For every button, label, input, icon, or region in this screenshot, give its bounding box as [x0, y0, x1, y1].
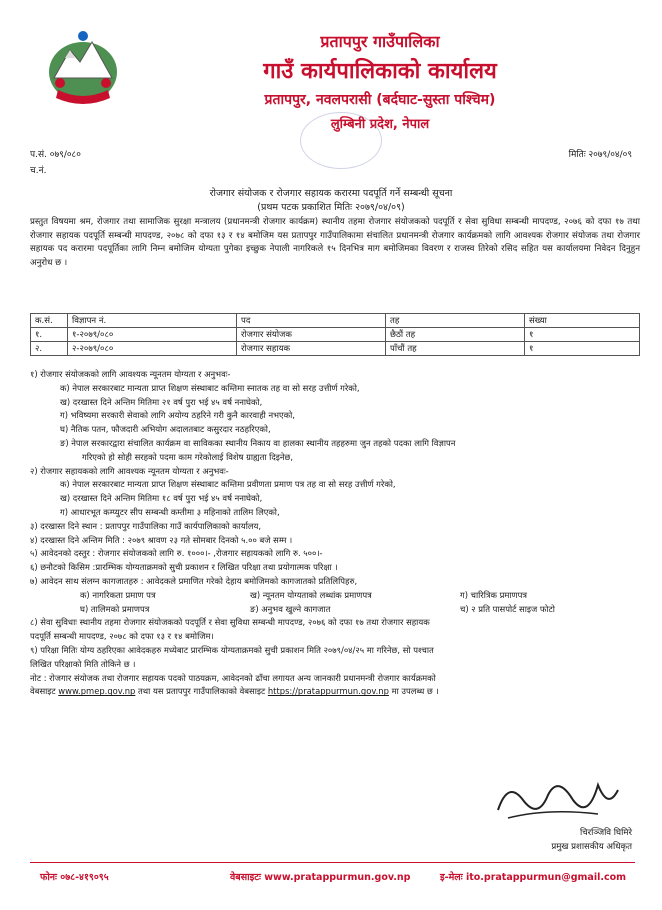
table-cell: २-२०७९/०८०: [68, 342, 237, 356]
section-title: १) रोजगार संयोजकको लागि आवश्यक न्यूनतम योग्यता र अनुभवः-: [30, 369, 231, 379]
document-item: ङ) अनुभव खुल्ने कागजात: [250, 603, 331, 614]
footer-email[interactable]: इ-मेलः ito.pratappurmun@gmail.com: [440, 872, 626, 883]
table-cell: पाँचौं तह: [386, 342, 525, 356]
table-header: तह: [386, 314, 525, 328]
document-item: च) २ प्रति पासपोर्ट साइज फोटो: [460, 603, 555, 614]
list-item: ७) आवेदन साथ संलग्न कागजातहरु : आवेदकले प्रमाणित गरेको देहाय बमोजिमको कागजातको प्रतिलिपिहरु,: [30, 575, 358, 586]
list-item: ६) छनौटको किसिम :प्रारम्भिक योग्यताक्रमको सुची प्रकाशन र लिखित परिक्षा तथा प्रयोगात्मक परिक्षा ।: [30, 562, 338, 573]
section-title: २) रोजगार सहायकको लागि आवश्यक न्यूनतम योग्यता र अनुभवः-: [30, 465, 229, 476]
qualifications-list: [30, 368, 645, 699]
province-name: लुम्बिनी प्रदेश, नेपाल: [330, 117, 430, 132]
list-item: क) नेपाल सरकारबाट मान्यता प्राप्त शिक्षण संस्थाबाट कम्तिमा प्रवीणता प्रमाण पत्र तह वा सो सरह उत्तीर्ण गरेको,: [60, 479, 396, 490]
list-item: ८) सेवा सुविधाः स्थानीय तहमा रोजगार संयोजकको पदपूर्ति र सेवा सुविधा सम्बन्धी मापदण्ड, २०७६ को दफा १७ तथा रोजगार सहायक: [30, 617, 430, 628]
nepal-emblem-icon: [40, 28, 126, 110]
list-item: ५) आवेदनको दस्तुर : रोजगार संयोजकको लागि रु. १०००।- ,रोजगार सहायकको लागि रु. ५००।-: [30, 548, 323, 559]
table-row: [31, 342, 640, 356]
table-cell: रोजगार सहायक: [237, 342, 386, 356]
document-item: ख) न्यूनतम योग्यताको लब्धांक प्रमाणपत्र: [250, 589, 372, 600]
reference-number: प.सं. ०७९/०८०: [30, 150, 81, 160]
table-header-row: [31, 314, 640, 328]
office-address: प्रतापपुर, नवलपरासी (बर्दघाट-सुस्ता पश्चिम): [264, 92, 496, 108]
footer-website[interactable]: वेबसाइटः www.pratappurmun.gov.np: [230, 872, 411, 883]
table-header: संख्या: [525, 314, 640, 328]
list-item: गरिएको हो सोही सरहको पदमा काम गरेकोलाई विशेष ग्राह्यता दिइनेछ,: [82, 451, 294, 462]
notice-date: मितिः २०७९/०४/०९: [568, 150, 632, 160]
municipality-website-link[interactable]: https://pratappurmun.gov.np: [267, 686, 389, 697]
list-item: ९) परिक्षा मितिः योग्य ठहरिएका आवेदकहरु मध्येबाट प्रारम्भिक योग्यताक्रमको सुची प्रकाशन मिति २०७९/०४/२५ मा गरिनेछ, सो पश्चात: [30, 644, 434, 655]
office-stamp: [300, 112, 382, 169]
note-text: मा उपलब्ध छ ।: [391, 686, 439, 697]
notice-body: प्रस्तुत विषयमा श्रम, रोजगार तथा सामाजिक सुरक्षा मन्त्रालय (प्रधानमन्त्री रोजगार कार्यक्रम) स्थानीय तहमा रोजगार संयोजकको पदपूर्ति र सेवा सुविधा सम्बन्धी मापदण्ड, २०७६ को दफा १७ तथा रोजगार सहायक पदपूर्ति सम्बन्धी मापदण्ड, २०७८ को दफा १३ र १४ बमोजिम यस प्रतापपुर गाउँपालिकामा संचालित प्रधानमन्त्री रोजगार कार्यक्रमको लागि आवश्यक रोजगार संयोजक तथा रोजगार सहायक पद करारमा पदपूर्तिका लागि निम्न बमोजिम योग्यता पुगेका इच्छुक नेपाली नागरिकले १५ दिनभित्र माग बमोजिमका विवरण र राजस्व तिरेको रसिद सहित यस कार्यालयमा निवेदन दिनुहुन अनुरोध छ ।: [30, 217, 640, 268]
list-item: ख) दरखास्त दिने अन्तिम मितिमा १८ वर्ष पुरा भई ४५ वर्ष ननाघेको,: [60, 493, 263, 504]
notice-subtitle: (प्रथम पटक प्रकाशित मितिः २०७९/०४/०९): [257, 202, 405, 213]
list-item: घ) नैतिक पतन, फौजदारी अभियोग अदालतबाट कसुरदार नठहरिएको,: [60, 424, 271, 435]
list-item: ४) दरखास्त दिने अन्तिम मिति : २०७९ श्रावण २३ गते सोमबार दिनको ५.०० बजे सम्म ।: [30, 534, 293, 545]
signatory-title: प्रमुख प्रशासकीय अधिकृत: [551, 842, 632, 852]
note-text: वेबसाइट: [30, 686, 56, 697]
vacancy-table: [30, 313, 640, 356]
document-item: घ) तालिमको प्रमाणपत्र: [80, 603, 150, 614]
notice-title: रोजगार संयोजक र रोजगार सहायक करारमा पदपूर्ति गर्ने सम्बन्धी सूचना: [209, 188, 453, 199]
table-cell: १.: [31, 328, 68, 342]
footer-phone: फोनः ०७८-४१९०९५: [40, 872, 109, 883]
list-item: पदपूर्ति सम्बन्धी मापदण्ड, २०७८ को दफा १३ र १४ बमोजिम।: [30, 631, 214, 642]
signature-icon: [478, 770, 628, 830]
municipality-name: प्रतापपुर गाउँपालिका: [320, 32, 440, 51]
table-header: विज्ञापन नं.: [68, 314, 237, 328]
table-header: क.सं.: [31, 314, 68, 328]
table-cell: १: [525, 342, 640, 356]
office-name: गाउँ कार्यपालिकाको कार्यालय: [263, 59, 497, 84]
document-item: क) नागरिकता प्रमाण पत्र: [80, 589, 156, 600]
footer-divider: [30, 862, 635, 863]
list-item: ग) आधारभूत कम्प्युटर सीप सम्बन्धी कम्तीमा ३ महिनाको तालिम लिएको,: [60, 506, 280, 517]
document-item: ग) चारित्रिक प्रमाणपत्र: [460, 589, 527, 600]
list-item: लिखित परिक्षाको मिति तोकिने छ ।: [30, 658, 136, 669]
table-cell: छैठौं तह: [386, 328, 525, 342]
list-item: ङ) नेपाल सरकारद्वारा संचालित कार्यक्रम वा साविकका स्थानीय निकाय वा हालका स्थानीय तहहरुमा जुन तहको पदका लागि विज्ञापन: [60, 437, 456, 448]
note-text: नोट : रोजगार संयोजक तथा रोजगार सहायक पदको पाठयक्रम, आवेदनको ढाँचा लगायत अन्य जानकारी प्रधानमन्त्री रोजगार कार्यक्रमको: [30, 672, 436, 683]
list-item: ग) भविष्यमा सरकारी सेवाको लागि अयोग्य ठहरिने गरी कुनै कारवाही नभएको,: [60, 410, 295, 421]
documents-row: [30, 603, 645, 617]
signatory-name: चिरञ्जिवि घिमिरे: [579, 828, 632, 838]
table-cell: २.: [31, 342, 68, 356]
table-cell: १-२०७९/०८०: [68, 328, 237, 342]
table-cell: रोजगार संयोजक: [237, 328, 386, 342]
table-header: पद: [237, 314, 386, 328]
list-item: ख) दरखास्त दिने अन्तिम मितिमा २१ वर्ष पुरा भई ४५ वर्ष ननाघेको,: [60, 396, 263, 407]
list-item: क) नेपाल सरकारबाट मान्यता प्राप्त शिक्षण संस्थाबाट कम्तिमा स्नातक तह वा सो सरह उत्तीर्ण गरेको,: [60, 382, 360, 393]
list-item: ३) दरखास्त दिने स्थान : प्रतापपुर गाउँपालिका गाउँ कार्यपालिकाको कार्यालय,: [30, 520, 262, 531]
note-text: तथा यस प्रतापपुर गाउँपालिकाको वेबसाइट: [138, 686, 266, 697]
pmep-website-link[interactable]: www.pmep.gov.np: [58, 686, 136, 697]
note-links: [30, 685, 645, 699]
table-cell: १: [525, 328, 640, 342]
table-row: [31, 328, 640, 342]
documents-row: [30, 589, 645, 603]
dispatch-number: च.नं.: [30, 166, 47, 176]
